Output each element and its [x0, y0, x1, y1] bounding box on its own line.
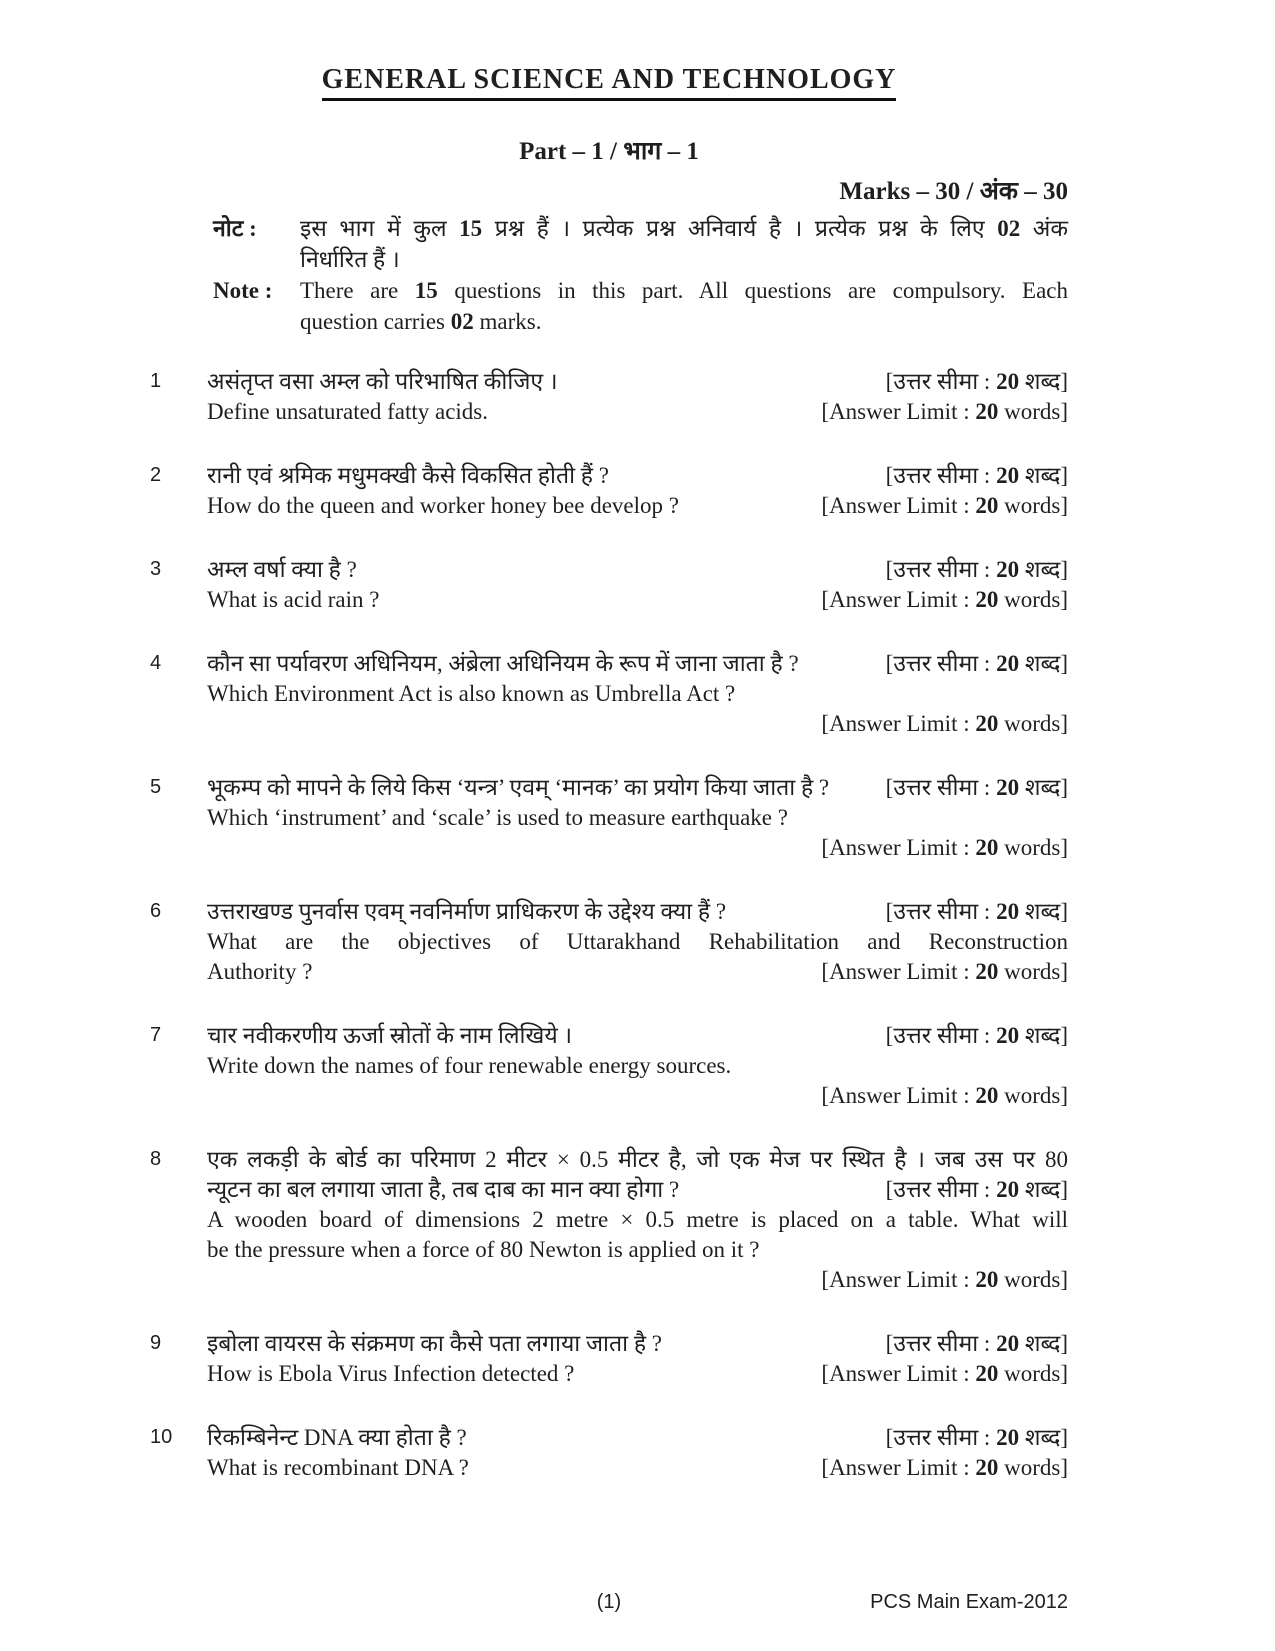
answer-limit-english: [Answer Limit : 20 words] — [821, 835, 1068, 860]
question-text-hindi: भूकम्प को मापने के लिये किस ‘यन्त्र’ एवम् ‘मानक’ का प्रयोग किया जाता है ? — [207, 775, 830, 800]
question-4 — [150, 649, 1068, 739]
answer-limit-english: [Answer Limit : 20 words] — [821, 959, 1068, 984]
note-hindi — [213, 213, 1068, 275]
question-text-english: Write down the names of four renewable energy sources. — [207, 1053, 732, 1078]
question-text-english: A wooden board of dimensions 2 metre × 0.5 metre is placed on a table. What will — [207, 1207, 1068, 1232]
question-number: 4 — [150, 652, 162, 674]
question-text-english: How do the queen and worker honey bee develop ? — [207, 493, 679, 518]
answer-limit-hindi: [उत्तर सीमा : 20 शब्द] — [885, 1023, 1068, 1048]
answer-limit-english: [Answer Limit : 20 words] — [821, 493, 1068, 518]
question-text-english: How is Ebola Virus Infection detected ? — [207, 1361, 575, 1386]
answer-limit-english: [Answer Limit : 20 words] — [821, 399, 1068, 424]
answer-limit-english: [Answer Limit : 20 words] — [821, 1455, 1068, 1480]
question-1 — [150, 367, 1068, 427]
question-text-english: Authority ? — [207, 959, 313, 984]
question-2 — [150, 461, 1068, 521]
question-text-english: Define unsaturated fatty acids. — [207, 399, 488, 424]
question-text-english: be the pressure when a force of 80 Newton is applied on it ? — [207, 1237, 760, 1262]
question-text-hindi: न्यूटन का बल लगाया जाता है, तब दाब का मान क्या होगा ? — [207, 1177, 680, 1202]
question-text-english: Which ‘instrument’ and ‘scale’ is used to measure earthquake ? — [207, 805, 788, 830]
question-text-hindi: चार नवीकरणीय ऊर्जा स्रोतों के नाम लिखिये । — [207, 1023, 573, 1048]
answer-limit-hindi: [उत्तर सीमा : 20 शब्द] — [885, 899, 1068, 924]
question-7 — [150, 1021, 1068, 1111]
question-text-hindi: रिकम्बिनेन्ट DNA क्या होता है ? — [207, 1425, 467, 1450]
question-number: 6 — [150, 900, 162, 922]
question-text-hindi: कौन सा पर्यावरण अधिनियम, अंब्रेला अधिनियम के रूप में जाना जाता है ? — [207, 651, 799, 676]
question-text-hindi: अम्ल वर्षा क्या है ? — [207, 557, 357, 582]
answer-limit-english: [Answer Limit : 20 words] — [821, 587, 1068, 612]
question-text-hindi: रानी एवं श्रमिक मधुमक्खी कैसे विकसित होती हैं ? — [207, 463, 609, 488]
question-number: 1 — [150, 370, 162, 392]
questions-list — [150, 367, 1068, 1483]
note-english — [213, 275, 1068, 337]
answer-limit-hindi: [उत्तर सीमा : 20 शब्द] — [885, 775, 1068, 800]
question-number: 2 — [150, 464, 162, 486]
answer-limit-english: [Answer Limit : 20 words] — [821, 1083, 1068, 1108]
document-title: GENERAL SCIENCE AND TECHNOLOGY — [322, 64, 897, 101]
question-number: 7 — [150, 1024, 162, 1046]
question-number: 9 — [150, 1332, 162, 1354]
note-hindi-text: इस भाग में कुल 15 प्रश्न हैं । प्रत्येक प्रश्न अनिवार्य है । प्रत्येक प्रश्न के लिए 02 अंक निर्धारित हैं । — [300, 216, 1068, 272]
question-number: 10 — [150, 1426, 173, 1448]
note-english-text: There are 15 questions in this part. All questions are compulsory. Each question carries 02 marks. — [300, 278, 1069, 334]
question-text-hindi: उत्तराखण्ड पुनर्वास एवम् नवनिर्माण प्राधिकरण के उद्देश्य क्या हैं ? — [207, 899, 727, 924]
answer-limit-hindi: [उत्तर सीमा : 20 शब्द] — [885, 1177, 1068, 1202]
answer-limit-hindi: [उत्तर सीमा : 20 शब्द] — [885, 557, 1068, 582]
note-english-label: Note : — [213, 278, 273, 303]
page-number: (1) — [596, 1591, 622, 1613]
exam-label: PCS Main Exam-2012 — [870, 1591, 1068, 1613]
question-5 — [150, 773, 1068, 863]
question-number: 5 — [150, 776, 162, 798]
question-number: 8 — [150, 1148, 162, 1170]
part-heading: Part – 1 / भाग – 1 — [519, 138, 699, 165]
answer-limit-english: [Answer Limit : 20 words] — [821, 1361, 1068, 1386]
question-text-english: What is acid rain ? — [207, 587, 380, 612]
question-number: 3 — [150, 558, 162, 580]
question-text-english: What are the objectives of Uttarakhand Rehabilitation and Reconstruction — [207, 929, 1068, 954]
question-8 — [150, 1145, 1068, 1295]
question-text-english: What is recombinant DNA ? — [207, 1455, 469, 1480]
note-hindi-label: नोट : — [213, 216, 257, 241]
answer-limit-hindi: [उत्तर सीमा : 20 शब्द] — [885, 1331, 1068, 1356]
answer-limit-english: [Answer Limit : 20 words] — [821, 1267, 1068, 1292]
marks-line: Marks – 30 / अंक – 30 — [839, 178, 1068, 205]
question-9 — [150, 1329, 1068, 1389]
answer-limit-hindi: [उत्तर सीमा : 20 शब्द] — [885, 651, 1068, 676]
page-footer — [150, 1591, 1068, 1619]
question-10 — [150, 1423, 1068, 1483]
question-text-hindi: इबोला वायरस के संक्रमण का कैसे पता लगाया जाता है ? — [207, 1331, 663, 1356]
question-text-hindi: एक लकड़ी के बोर्ड का परिमाण 2 मीटर × 0.5 मीटर है, जो एक मेज पर स्थित है । जब उस पर 80 — [207, 1147, 1068, 1172]
question-3 — [150, 555, 1068, 615]
question-6 — [150, 897, 1068, 987]
notes-section — [150, 213, 1068, 337]
answer-limit-hindi: [उत्तर सीमा : 20 शब्द] — [885, 463, 1068, 488]
question-text-hindi: असंतृप्त वसा अम्ल को परिभाषित कीजिए । — [207, 369, 558, 394]
question-text-english: Which Environment Act is also known as Umbrella Act ? — [207, 681, 736, 706]
answer-limit-hindi: [उत्तर सीमा : 20 शब्द] — [885, 1425, 1068, 1450]
answer-limit-hindi: [उत्तर सीमा : 20 शब्द] — [885, 369, 1068, 394]
answer-limit-english: [Answer Limit : 20 words] — [821, 711, 1068, 736]
